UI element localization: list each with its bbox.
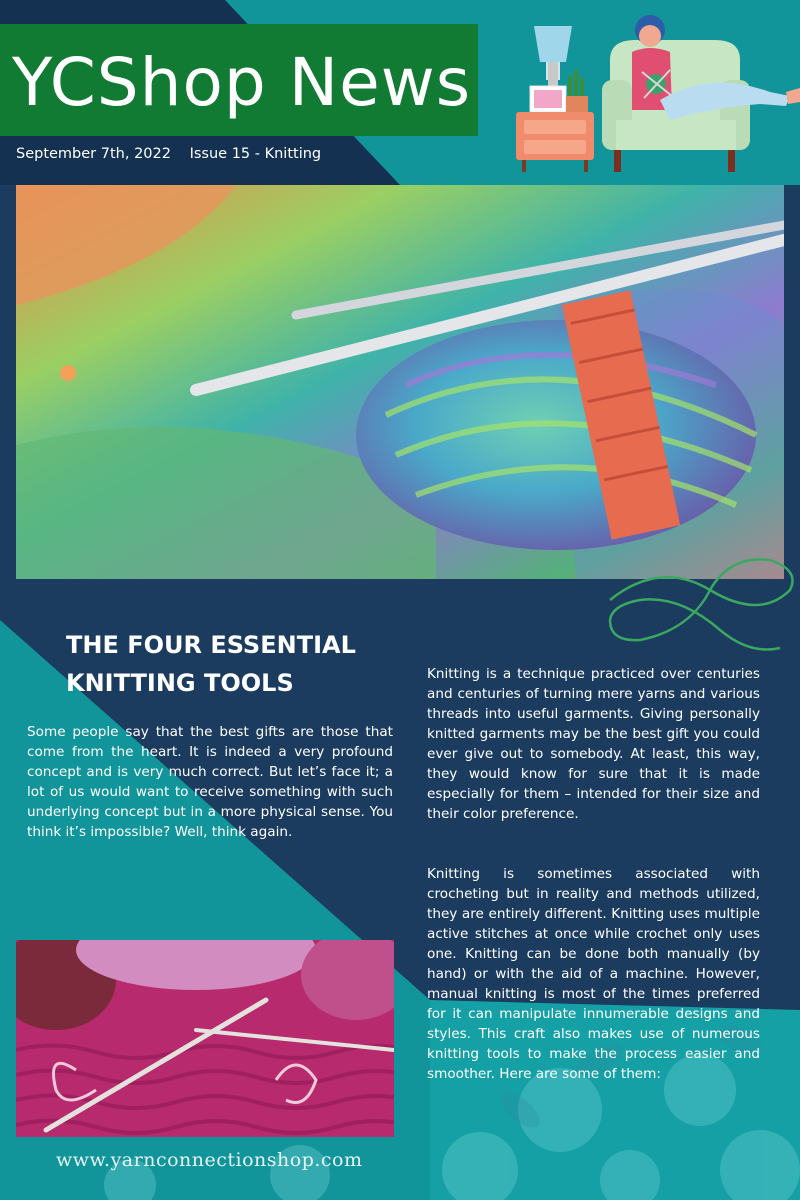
issue-date: September 7th, 2022 xyxy=(16,146,171,162)
article-paragraph-2: Knitting is sometimes associated with crocheting but in reality and methods utilized, they are entirely different. Knitting uses multiple active stitches at once while crochet only uses one. Knitting can be done both manually (by hand) or with the aid of a machine. However, manual knitting is most of the times preferred for it can manipulate innumerable designs and styles. This craft also makes use of numerous knitting tools to make the process easier and smoother. Here are some of them: xyxy=(427,866,760,1082)
yarn-needles-photo xyxy=(16,185,784,579)
article-paragraph-1: Knitting is a technique practiced over centuries and centuries of turning mere yarns and various threads into useful garments. Giving personally knitted garments may be the best gift you could ever give out to somebody. At least, this way, they would know for sure that it is made especially for them – intended for their size and their color preference. xyxy=(427,666,760,822)
pink-knitting-photo xyxy=(16,940,394,1137)
decorative-swirl xyxy=(600,530,800,670)
issue-number: Issue 15 - Knitting xyxy=(189,146,322,162)
article-intro: Some people say that the best gifts are those that come from the heart. It is indeed a very profound concept and is very much correct. But let’s face it; a lot of us would want to receive something with such underlying concept but in a more physical sense. You think it’s impossible? Well, think again. xyxy=(27,724,393,840)
newsletter-title: YCShop News xyxy=(12,44,472,121)
website-url[interactable]: www.yarnconnectionshop.com xyxy=(56,1149,363,1171)
issue-line xyxy=(16,146,321,162)
knitting-woman-illustration xyxy=(510,0,800,180)
masthead-banner xyxy=(0,24,478,136)
article-headline: THE FOUR ESSENTIAL KNITTING TOOLS xyxy=(66,631,356,697)
